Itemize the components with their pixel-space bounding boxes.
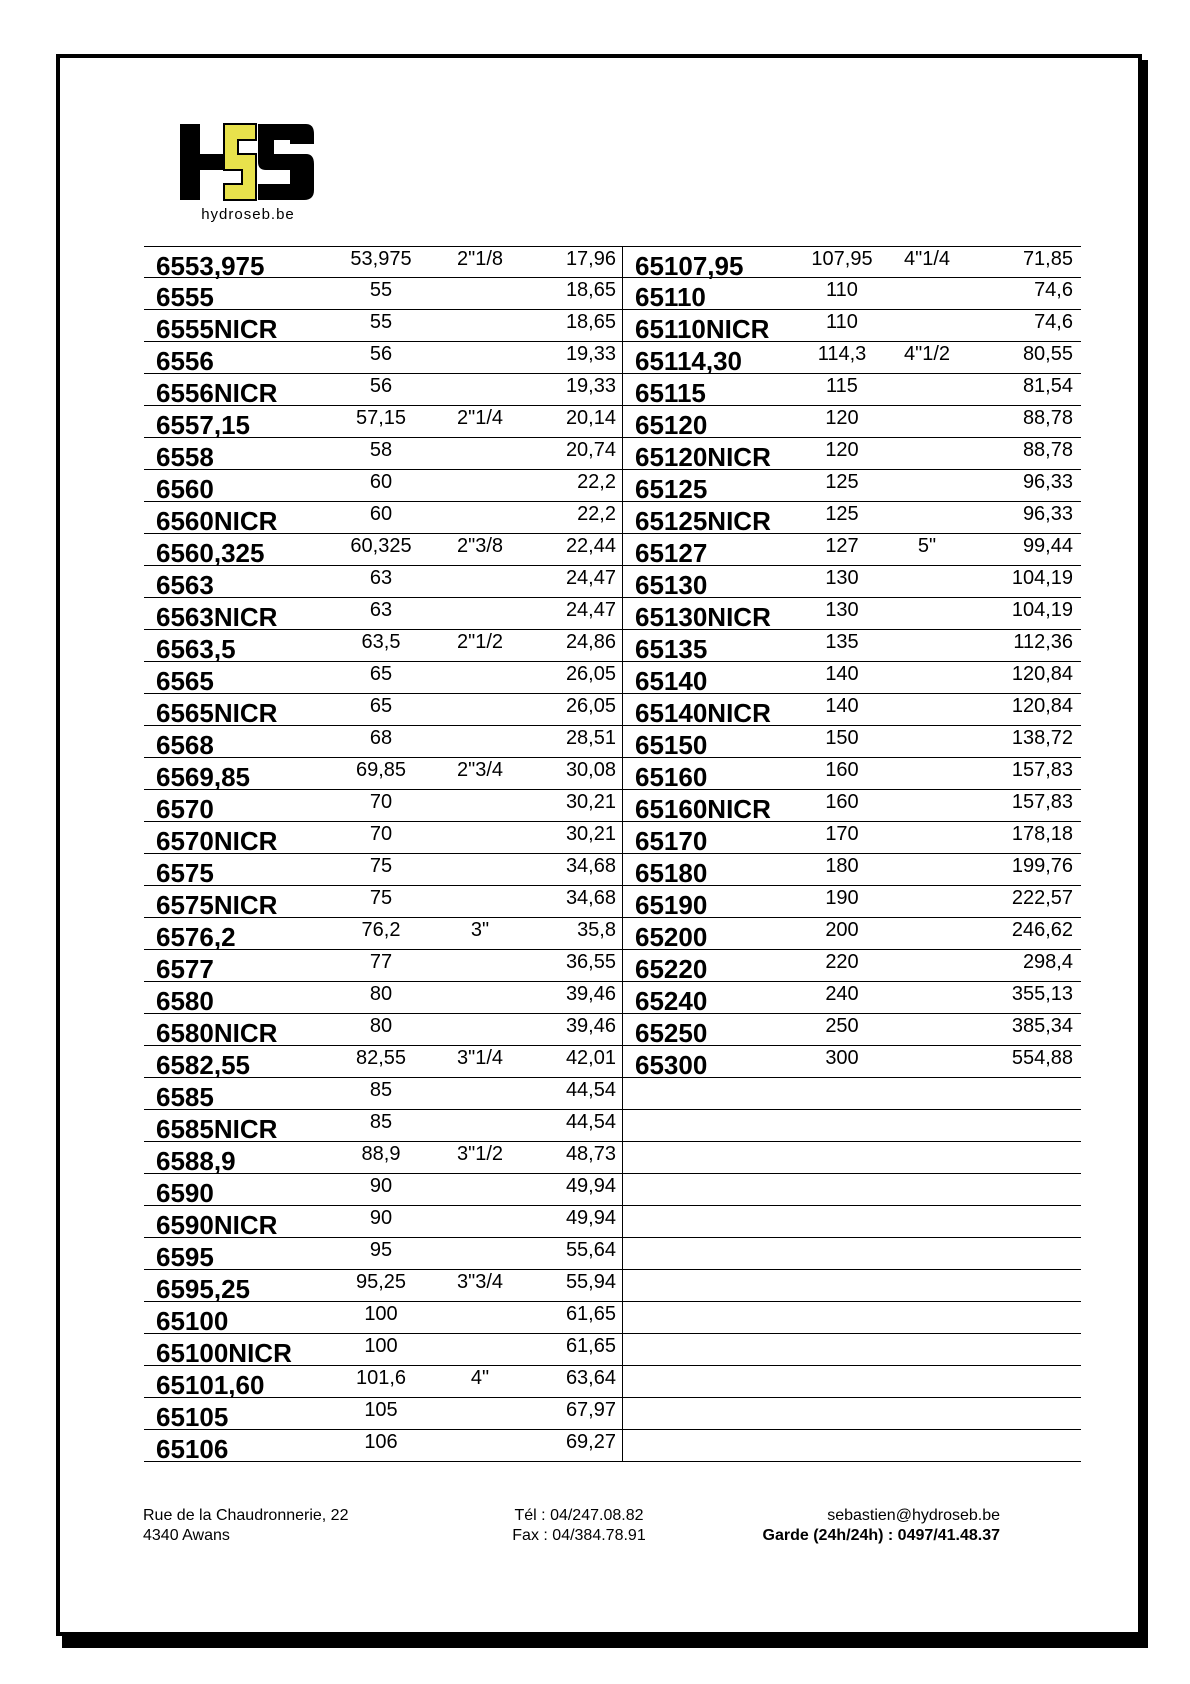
diameter-mm: 107,95 [811,248,873,270]
table-row [623,502,1081,534]
price: 19,33 [565,343,616,365]
table-row [144,982,622,1014]
price: 81,54 [1022,375,1073,397]
table-row [623,1142,1081,1174]
diameter-mm: 135 [825,631,859,653]
diameter-mm: 68 [369,727,393,749]
price: 157,83 [1011,791,1073,813]
table-row [623,1014,1081,1046]
table-row [144,694,622,726]
table-row [144,438,622,470]
diameter-mm: 53,975 [350,248,412,270]
footer-fax: Fax : 04/384.78.91 [512,1527,646,1544]
diameter-mm: 63,5 [361,631,401,653]
diameter-mm: 63 [369,567,393,589]
part-code: 65115 [635,378,706,408]
table-row [144,342,622,374]
diameter-mm: 115 [826,375,858,397]
diameter-inch: 2"1/2 [456,631,504,653]
price: 35,8 [577,919,616,941]
diameter-mm: 80 [369,983,393,1005]
table-row [623,1046,1081,1078]
part-code: 6556 [156,346,214,376]
diameter-mm: 120 [825,407,859,429]
diameter-mm: 240 [825,983,859,1005]
diameter-mm: 150 [825,727,859,749]
price: 355,13 [1011,983,1073,1005]
diameter-mm: 65 [369,663,393,685]
price: 96,33 [1022,503,1073,525]
price: 30,21 [565,791,616,813]
page-frame [56,54,1142,1636]
diameter-inch: 3"1/4 [456,1047,504,1069]
table-row [144,1206,622,1238]
table-row [623,662,1081,694]
diameter-inch: 3"3/4 [456,1271,504,1293]
table-row [623,950,1081,982]
price: 36,55 [565,951,616,973]
price: 61,65 [565,1335,616,1357]
diameter-inch: 4"1/4 [903,248,951,270]
table-row [144,598,622,630]
part-code: 65127 [635,538,708,568]
part-code: 6588,9 [156,1146,236,1176]
part-code: 6590 [156,1178,214,1208]
price: 104,19 [1011,599,1073,621]
diameter-mm: 125 [825,471,859,493]
part-code: 6575NICR [156,890,278,920]
price: 63,64 [565,1367,616,1389]
diameter-mm: 220 [825,951,859,973]
diameter-mm: 105 [364,1399,398,1421]
diameter-mm: 55 [369,279,393,301]
part-code: 6570 [156,794,214,824]
table-row [623,342,1081,374]
table-row [623,1270,1081,1302]
table-row [623,406,1081,438]
table-row [144,502,622,534]
table-row [623,246,1081,281]
price: 42,01 [565,1047,616,1069]
part-code: 65130 [635,570,708,600]
part-code: 65190 [635,890,708,920]
diameter-mm: 140 [825,695,859,717]
table-row [623,534,1081,566]
price: 20,14 [565,407,616,429]
diameter-mm: 85 [369,1079,393,1101]
diameter-mm: 69,85 [355,759,407,781]
price: 298,4 [1022,951,1073,973]
diameter-inch: 5" [917,535,937,557]
table-row [144,1270,622,1302]
part-code: 65200 [635,922,708,952]
part-code: 65140NICR [635,698,771,728]
diameter-inch: 4" [470,1367,490,1389]
price: 26,05 [565,695,616,717]
diameter-mm: 85 [369,1111,393,1133]
price: 138,72 [1011,727,1073,749]
table-row [623,694,1081,726]
part-code: 6558 [156,442,214,472]
part-code: 65120NICR [635,442,771,472]
diameter-inch: 3" [470,919,490,941]
price: 67,97 [565,1399,616,1421]
part-code: 6595 [156,1242,214,1272]
price: 49,94 [565,1175,616,1197]
price: 61,65 [565,1303,616,1325]
part-code: 6580 [156,986,214,1016]
table-row [144,1366,622,1398]
part-code: 6580NICR [156,1018,278,1048]
table-row [623,310,1081,342]
part-code: 65106 [156,1434,229,1464]
part-code: 65100NICR [156,1338,292,1368]
table-row [623,1366,1081,1398]
diameter-mm: 95 [369,1239,393,1261]
price: 55,94 [565,1271,616,1293]
price: 19,33 [565,375,616,397]
footer-phone: Tél : 04/247.08.82 [514,1507,644,1524]
price: 99,44 [1022,535,1073,557]
diameter-mm: 90 [369,1207,393,1229]
diameter-mm: 106 [364,1431,398,1453]
part-code: 65100 [156,1306,229,1336]
part-code: 6595,25 [156,1274,250,1304]
table-row [144,790,622,822]
table-row [144,854,622,886]
table-row [623,1398,1081,1430]
part-code: 6557,15 [156,410,250,440]
part-code: 65101,60 [156,1370,265,1400]
table-row [144,566,622,598]
price: 30,21 [565,823,616,845]
part-code: 6576,2 [156,922,236,952]
part-code: 6585NICR [156,1114,278,1144]
diameter-mm: 100 [364,1335,398,1357]
table-row [144,1110,622,1142]
price: 71,85 [1022,248,1073,270]
table-row [144,1046,622,1078]
footer-emergency: Garde (24h/24h) : 0497/41.48.37 [762,1527,1000,1544]
price: 80,55 [1022,343,1073,365]
part-code: 65125NICR [635,506,771,536]
price-table-right-column [622,246,1081,1462]
price: 120,84 [1011,663,1073,685]
diameter-mm: 70 [369,791,393,813]
table-row [144,278,622,310]
diameter-mm: 125 [825,503,859,525]
table-row [144,310,622,342]
diameter-mm: 127 [825,535,859,557]
price: 44,54 [565,1079,616,1101]
price: 34,68 [565,855,616,877]
price: 246,62 [1011,919,1073,941]
part-code: 65125 [635,474,708,504]
price: 554,88 [1011,1047,1073,1069]
price: 30,08 [565,759,616,781]
diameter-inch: 2"1/4 [456,407,504,429]
table-row [623,1206,1081,1238]
diameter-mm: 100 [364,1303,398,1325]
part-code: 6560 [156,474,214,504]
part-code: 65107,95 [635,251,744,281]
table-row [144,1078,622,1110]
diameter-mm: 110 [826,311,858,333]
price: 39,46 [565,1015,616,1037]
part-code: 65160NICR [635,794,771,824]
diameter-mm: 76,2 [361,919,401,941]
diameter-mm: 70 [369,823,393,845]
part-code: 65110NICR [635,314,770,344]
price: 17,96 [565,248,616,270]
part-code: 65160 [635,762,708,792]
diameter-mm: 82,55 [355,1047,407,1069]
diameter-mm: 80 [369,1015,393,1037]
diameter-mm: 63 [369,599,393,621]
price: 385,34 [1011,1015,1073,1037]
part-code: 65150 [635,730,708,760]
diameter-mm: 140 [825,663,859,685]
price-table-left-column [144,246,622,1462]
part-code: 65110 [635,282,706,312]
table-row [623,1110,1081,1142]
price: 26,05 [565,663,616,685]
price: 69,27 [565,1431,616,1453]
price: 22,2 [577,503,616,525]
part-code: 6553,975 [156,251,265,281]
price: 104,19 [1011,567,1073,589]
table-row [623,790,1081,822]
part-code: 6565NICR [156,698,278,728]
diameter-mm: 101,6 [355,1367,407,1389]
diameter-mm: 300 [825,1047,859,1069]
price: 222,57 [1011,887,1073,909]
diameter-mm: 58 [369,439,393,461]
price: 24,86 [565,631,616,653]
part-code: 6590NICR [156,1210,278,1240]
table-row [623,1238,1081,1270]
part-code: 6555NICR [156,314,278,344]
table-row [623,438,1081,470]
diameter-inch: 3"1/2 [456,1143,504,1165]
diameter-mm: 130 [825,599,859,621]
table-row [144,534,622,566]
diameter-inch: 2"3/8 [456,535,504,557]
diameter-mm: 56 [369,343,393,365]
part-code: 65300 [635,1050,708,1080]
price: 96,33 [1022,471,1073,493]
diameter-inch: 2"1/8 [456,248,504,270]
table-row [623,470,1081,502]
table-row [144,1142,622,1174]
table-row [623,374,1081,406]
diameter-mm: 110 [826,279,858,301]
footer-address-line2: 4340 Awans [143,1527,230,1544]
part-code: 6575 [156,858,214,888]
diameter-mm: 88,9 [361,1143,401,1165]
diameter-mm: 114,3 [817,343,867,365]
price: 22,2 [577,471,616,493]
table-row [623,278,1081,310]
hs-logo-icon [178,120,318,208]
table-row [623,758,1081,790]
part-code: 65120 [635,410,708,440]
table-row [144,1302,622,1334]
table-row [623,982,1081,1014]
diameter-mm: 55 [369,311,393,333]
part-code: 65180 [635,858,708,888]
diameter-mm: 60 [369,503,393,525]
table-row [144,886,622,918]
part-code: 6555 [156,282,214,312]
part-code: 65105 [156,1402,229,1432]
footer-contact [700,1506,1000,1546]
price: 157,83 [1011,759,1073,781]
price: 120,84 [1011,695,1073,717]
diameter-mm: 180 [825,855,859,877]
price: 44,54 [565,1111,616,1133]
part-code: 6556NICR [156,378,278,408]
diameter-mm: 60,325 [350,535,412,557]
table-row [623,1334,1081,1366]
footer-address [143,1506,348,1546]
diameter-inch: 4"1/2 [903,343,951,365]
diameter-mm: 75 [369,855,393,877]
part-code: 6563 [156,570,214,600]
part-code: 65130NICR [635,602,771,632]
diameter-mm: 60 [369,471,393,493]
part-code: 6568 [156,730,214,760]
diameter-mm: 120 [825,439,859,461]
price: 22,44 [565,535,616,557]
table-row [144,1430,622,1462]
diameter-mm: 160 [825,759,859,781]
part-code: 6565 [156,666,214,696]
table-row [623,598,1081,630]
table-row [144,918,622,950]
part-code: 65140 [635,666,708,696]
table-row [144,470,622,502]
part-code: 6585 [156,1082,214,1112]
table-row [144,726,622,758]
table-row [623,726,1081,758]
table-row [623,822,1081,854]
table-row [623,918,1081,950]
diameter-mm: 75 [369,887,393,909]
diameter-mm: 57,15 [355,407,407,429]
part-code: 6563NICR [156,602,278,632]
table-row [144,1334,622,1366]
diameter-mm: 170 [825,823,859,845]
table-row [144,1238,622,1270]
hydroseb-logo [178,120,318,224]
table-row [144,630,622,662]
table-row [623,1174,1081,1206]
part-code: 65220 [635,954,708,984]
footer-address-line1: Rue de la Chaudronnerie, 22 [143,1507,349,1524]
table-row [144,950,622,982]
logo-website-text: hydroseb.be [201,206,295,223]
table-row [144,822,622,854]
price: 24,47 [565,599,616,621]
diameter-inch: 2"3/4 [456,759,504,781]
part-code: 6570NICR [156,826,278,856]
price: 48,73 [565,1143,616,1165]
table-row [623,630,1081,662]
price: 49,94 [565,1207,616,1229]
price: 74,6 [1034,311,1073,333]
price: 88,78 [1022,439,1073,461]
diameter-mm: 200 [825,919,859,941]
table-row [144,246,622,281]
price: 55,64 [565,1239,616,1261]
footer-email[interactable]: sebastien@hydroseb.be [827,1507,1000,1524]
part-code: 65114,30 [635,346,743,376]
diameter-mm: 160 [825,791,859,813]
part-code: 6582,55 [156,1050,250,1080]
table-row [144,406,622,438]
price: 28,51 [565,727,616,749]
part-code: 65170 [635,826,708,856]
part-code: 65135 [635,634,708,664]
diameter-mm: 90 [369,1175,393,1197]
part-code: 6577 [156,954,214,984]
price: 178,18 [1011,823,1073,845]
part-code: 6569,85 [156,762,250,792]
diameter-mm: 250 [825,1015,859,1037]
footer-phone-fax [504,1506,654,1546]
diameter-mm: 56 [369,375,393,397]
table-row [144,758,622,790]
diameter-mm: 130 [825,567,859,589]
part-code: 6563,5 [156,634,236,664]
table-row [144,1014,622,1046]
table-row [623,886,1081,918]
part-code: 6560NICR [156,506,278,536]
table-row [623,854,1081,886]
table-row [144,662,622,694]
table-row [144,1174,622,1206]
part-code: 65250 [635,1018,708,1048]
part-code: 65240 [635,986,708,1016]
price: 20,74 [565,439,616,461]
price: 34,68 [565,887,616,909]
table-row [623,1430,1081,1462]
table-row [623,1078,1081,1110]
diameter-mm: 95,25 [355,1271,407,1293]
price: 18,65 [565,279,616,301]
diameter-mm: 65 [369,695,393,717]
price: 88,78 [1022,407,1073,429]
table-row [623,566,1081,598]
price: 199,76 [1011,855,1073,877]
price: 39,46 [565,983,616,1005]
table-row [144,374,622,406]
table-row [623,1302,1081,1334]
part-code: 6560,325 [156,538,265,568]
price: 24,47 [565,567,616,589]
table-row [144,1398,622,1430]
diameter-mm: 190 [825,887,859,909]
diameter-mm: 77 [369,951,393,973]
price: 74,6 [1034,279,1073,301]
price: 112,36 [1013,631,1073,653]
price: 18,65 [565,311,616,333]
